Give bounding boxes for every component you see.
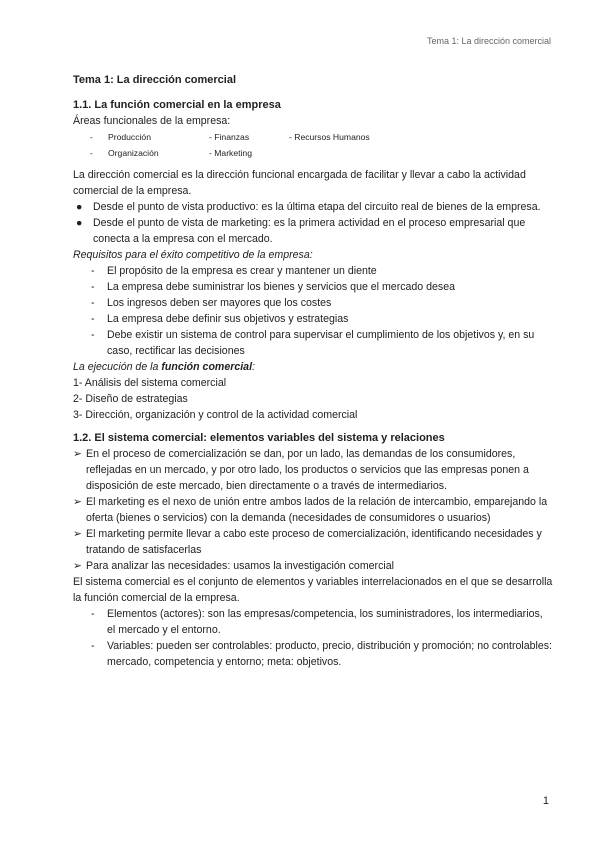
- list-item: ➢ En el proceso de comercialización se dan, por un lado, las demandas de los consumidores, reflejadas en un mercado, y por otro lado, los productos o servicios que las empresas ponen a disposición de este mercado, bien directamente o a través de intermediarios.: [73, 448, 529, 492]
- page-content: [73, 72, 553, 670]
- arrow-bullet-icon: ➢: [73, 496, 82, 508]
- ejecucion-label: La ejecución de la función comercial:: [73, 361, 255, 373]
- list-item: ● Desde el punto de vista productivo: es la última etapa del circuito real de bienes de la empresa.: [76, 201, 541, 213]
- bullet-marker: ●: [76, 201, 83, 213]
- area-cell: - Marketing: [209, 148, 252, 158]
- list-item: - El propósito de la empresa es crear y mantener un diente: [91, 265, 377, 277]
- area-cell: - Finanzas: [209, 132, 250, 142]
- page-number: 1: [542, 795, 549, 807]
- elementos-list: [73, 606, 553, 670]
- area-cell: Producción: [108, 132, 151, 142]
- list-item: - Variables: pueden ser controlables: producto, precio, distribución y promoción; no controlables: mercado, competencia y entorno; meta: objetivos.: [91, 640, 552, 668]
- area-cell: Organización: [108, 148, 159, 158]
- dash-marker: -: [91, 329, 95, 341]
- document-title: Tema 1: La dirección comercial: [73, 74, 237, 86]
- ejecucion-step: 1- Análisis del sistema comercial: [73, 377, 227, 389]
- section-heading-1-2: 1.2. El sistema comercial: elementos variables del sistema y relaciones: [73, 432, 445, 444]
- ejecucion-step: 3- Dirección, organización y control de la actividad comercial: [73, 409, 358, 421]
- dash-marker: -: [90, 148, 93, 158]
- requisitos-list: [73, 263, 553, 359]
- list-item: - Debe existir un sistema de control para supervisar el cumplimiento de los objetivos y, en su caso, rectificar las decisiones: [91, 329, 535, 357]
- arrow-bullet-icon: ➢: [73, 448, 82, 460]
- areas-row: [73, 129, 553, 145]
- areas-row: [73, 145, 553, 161]
- list-item: ➢ El marketing es el nexo de unión entre ambos lados de la relación de intercambio, emparejando la oferta (bienes o servicios) con la demanda (necesidades de consumidores o usuarios): [73, 496, 548, 524]
- dash-marker: -: [91, 640, 95, 652]
- sistema-paragraph: El sistema comercial es el conjunto de elementos y variables interrelacionados en el que se desarrolla la función comercial de la empresa.: [73, 576, 553, 604]
- list-item: ● Desde el punto de vista de marketing: es la primera actividad en el proceso empresarial que conecta a la empresa con el mercado.: [76, 217, 526, 245]
- dash-marker: -: [91, 281, 95, 293]
- areas-label: Áreas funcionales de la empresa:: [73, 115, 231, 127]
- dash-marker: -: [91, 297, 95, 309]
- viewpoint-bullet-list: [73, 199, 553, 247]
- definition-paragraph: La dirección comercial es la dirección funcional encargada de facilitar y llevar a cabo la actividad comercial de la empresa.: [73, 169, 526, 197]
- area-cell: - Recursos Humanos: [289, 132, 370, 142]
- dash-marker: -: [91, 313, 95, 325]
- requisitos-label: Requisitos para el éxito competitivo de la empresa:: [73, 249, 313, 261]
- ejecucion-step: 2- Diseño de estrategias: [73, 393, 188, 405]
- list-item: - Elementos (actores): son las empresas/competencia, los suministradores, los intermediarios, el mercado y el entorno.: [91, 608, 543, 636]
- dash-marker: -: [90, 132, 93, 142]
- arrow-list: [73, 446, 553, 574]
- list-item: ➢ El marketing permite llevar a cabo este proceso de comercialización, identificando necesidades y tratando de satisfacerlas: [73, 528, 542, 556]
- arrow-bullet-icon: ➢: [73, 560, 82, 572]
- list-item: - La empresa debe suministrar los bienes y servicios que el mercado desea: [91, 281, 456, 293]
- bullet-marker: ●: [76, 217, 83, 229]
- dash-marker: -: [91, 608, 95, 620]
- list-item: - Los ingresos deben ser mayores que los costes: [91, 297, 332, 309]
- running-header: Tema 1: La dirección comercial: [426, 36, 551, 46]
- arrow-bullet-icon: ➢: [73, 528, 82, 540]
- list-item: ➢ Para analizar las necesidades: usamos la investigación comercial: [73, 560, 394, 572]
- section-heading-1-1: 1.1. La función comercial en la empresa: [73, 99, 281, 111]
- dash-marker: -: [91, 265, 95, 277]
- list-item: - La empresa debe definir sus objetivos y estrategias: [91, 313, 349, 325]
